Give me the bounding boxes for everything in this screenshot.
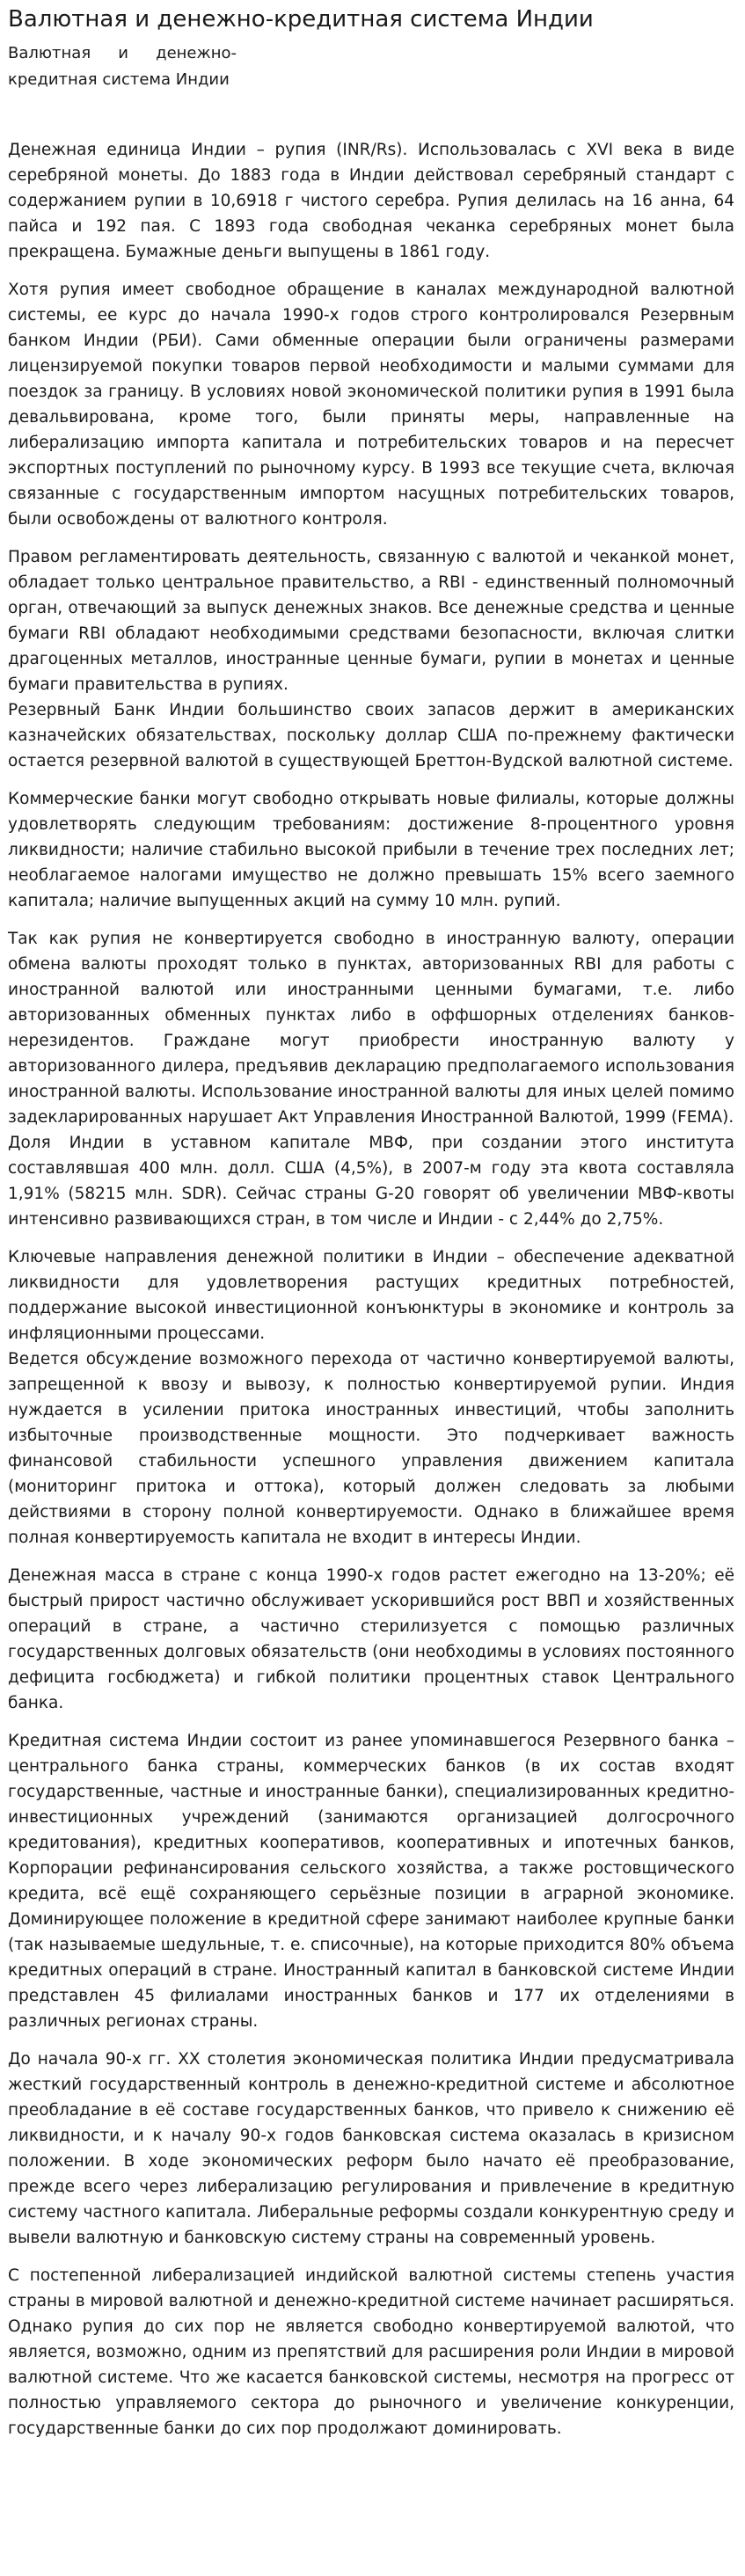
- paragraph-currency-history: Денежная единица Индии – рупия (INR/Rs). Использовалась с XVI века в виде серебряной монеты. До 1883 года в Индии действовал серебряный стандарт с содержанием рупии в 10,6918 г чистого серебра. Рупия делилась на 16 анна, 64 пайса и 192 пая. С 1893 года свободная чеканка серебряных монет была прекращена. Бумажные деньги выпущены в 1861 году.: [8, 141, 734, 261]
- paragraph-monetary-policy: Ключевые направления денежной политики в Индии – обеспечение адекватной ликвидности для удовлетворения растущих кредитных потребностей, поддержание высокой инвестиционной конъюнктуры в экономике и контроль за инфляционными процессами.: [8, 1248, 734, 1343]
- paragraph-liberalization: С постепенной либерализацией индийской валютной системы степень участия страны в мировой валютной и денежно-кредитной системе начинает расширяться. Однако рупия до сих пор не является свободно конвертируемой валютой, что является, возможно, одним из препятствий для расширения роли Индии в мировой валютной системе. Что же касается банковской системы, несмотря на прогресс от полностью управляемого сектора до рыночного и увеличение конкуренции, государственные банки до сих пор продолжают доминировать.: [8, 2266, 734, 2438]
- paragraph-imf-quota: Доля Индии в уставном капитале МВФ, при создании этого института составлявшая 400 млн. долл. США (4,5%), в 2007-м году эта квота составляла 1,91% (58215 млн. SDR). Сейчас страны G-20 говорят об увеличении МВФ-квоты интенсивно развивающихся стран, в том числе и Индии - с 2,44% до 2,75%.: [8, 1134, 734, 1229]
- article-subtitle: Валютная и денежно-кредитная система Индии: [8, 44, 237, 89]
- paragraph-commercial-banks: Коммерческие банки могут свободно открывать новые филиалы, которые должны удовлетворять следующим требованиям: достижение 8-процентного уровня ликвидности; наличие стабильно высокой прибыли в течение трех последних лет; необлагаемое налогами имущество не должно превышать 15% всего заемного капитала; наличие выпущенных акций на сумму 10 млн. рупий.: [8, 790, 734, 910]
- paragraph-rbi-reserves: Резервный Банк Индии большинство своих запасов держит в американских казначейских обязательствах, поскольку доллар США по-прежнему фактически остается резервной валютой в существующей Бреттон-Вудской валютной системе.: [8, 701, 734, 770]
- paragraph-rbi-authority: Правом регламентировать деятельность, связанную с валютой и чеканкой монет, обладает только центральное правительство, а RBI - единственный полномочный орган, отвечающий за выпуск денежных знаков. Все денежные средства и ценные бумаги RBI обладают необходимыми средствами безопасности, включая слитки драгоценных металлов, иностранные ценные бумаги, рупии в монетах и ценные бумаги правительства в рупиях.: [8, 548, 734, 694]
- paragraph-exchange-control: Хотя рупия имеет свободное обращение в каналах международной валютной системы, ее курс до начала 1990-х годов строго контролировался Резервным банком Индии (РБИ). Сами обменные операции были ограничены размерами лицензируемой покупки товаров первой необходимости и малыми суммами для поездок за границу. В условиях новой экономической политики рупия в 1991 была девальвирована, кроме того, были приняты меры, направленные на либерализацию импорта капитала и потребительских товаров и на пересчет экспортных поступлений по рыночному курсу. В 1993 все текущие счета, включая связанные с государственным импортом насущных потребительских товаров, были освобождены от валютного контроля.: [8, 281, 734, 529]
- paragraph-reforms: До начала 90-х гг. XX столетия экономическая политика Индии предусматривала жесткий государственный контроль в денежно-кредитной системе и абсолютное преобладание в её составе государственных банков, что привело к снижению её ликвидности, и к началу 90-х годов банковская система оказалась в кризисном положении. В ходе экономических реформ было начато её преобразование, прежде всего через либерализацию регулирования и привлечение в кредитную систему частного капитала. Либеральные реформы создали конкурентную среду и вывели валютную и банковскую систему страны на современный уровень.: [8, 2050, 734, 2247]
- paragraph-currency-exchange: Так как рупия не конвертируется свободно в иностранную валюту, операции обмена валюты проходят только в пунктах, авторизованных RBI для работы с иностранной валютой или иностранными ценными бумагами, т.е. либо авторизованных обменных пунктах либо в оффшорных отделениях банков-нерезидентов. Граждане могут приобрести иностранную валюту у авторизованного дилера, предъявив декларацию предполагаемого использования иностранной валюты. Использование иностранной валюты для иных целей помимо задекларированных нарушает Акт Управления Иностранной Валютой, 1999 (FEMA).: [8, 930, 734, 1127]
- article-body: [8, 137, 734, 2441]
- paragraph-convertibility: Ведется обсуждение возможного перехода от частично конвертируемой валюты, запрещенной к ввозу и вывозу, к полностью конвертируемой рупии. Индия нуждается в усилении притока иностранных инвестиций, чтобы заполнить избыточные производственные мощности. Это подчеркивает важность финансовой стабильности успешного управления движением капитала (мониторинг притока и оттока), который должен следовать за любыми действиями в сторону полной конвертируемости. Однако в ближайшее время полная конвертируемость капитала не входит в интересы Индии.: [8, 1350, 734, 1547]
- paragraph-money-supply: Денежная масса в стране с конца 1990-х годов растет ежегодно на 13-20%; её быстрый прирост частично обслуживает ускорившийся рост ВВП и хозяйственных операций в стране, а частично стерилизуется с помощью различных государственных долговых обязательств (они необходимы в условиях постоянного дефицита госбюджета) и гибкой политики процентных ставок Центрального банка.: [8, 1566, 734, 1712]
- article-title: Валютная и денежно-кредитная система Индии: [8, 6, 594, 33]
- paragraph-credit-system: Кредитная система Индии состоит из ранее упоминавшегося Резервного банка – центрального банка страны, коммерческих банков (в их состав входят государственные, частные и иностранные банки), специализированных кредитно-инвестиционных учреждений (занимаются организацией долгосрочного кредитования), кредитных кооперативов, кооперативных и ипотечных банков, Корпорации рефинансирования сельского хозяйства, а также ростовщического кредита, всё ещё сохраняющего серьёзные позиции в аграрной экономике. Доминирующее положение в кредитной сфере занимают наиболее крупные банки (так называемые шедульные, т. е. списочные), на которые приходится 80% объема кредитных операций в стране. Иностранный капитал в банковской системе Индии представлен 45 филиалами иностранных банков и 177 их отделениями в различных регионах страны.: [8, 1732, 734, 2031]
